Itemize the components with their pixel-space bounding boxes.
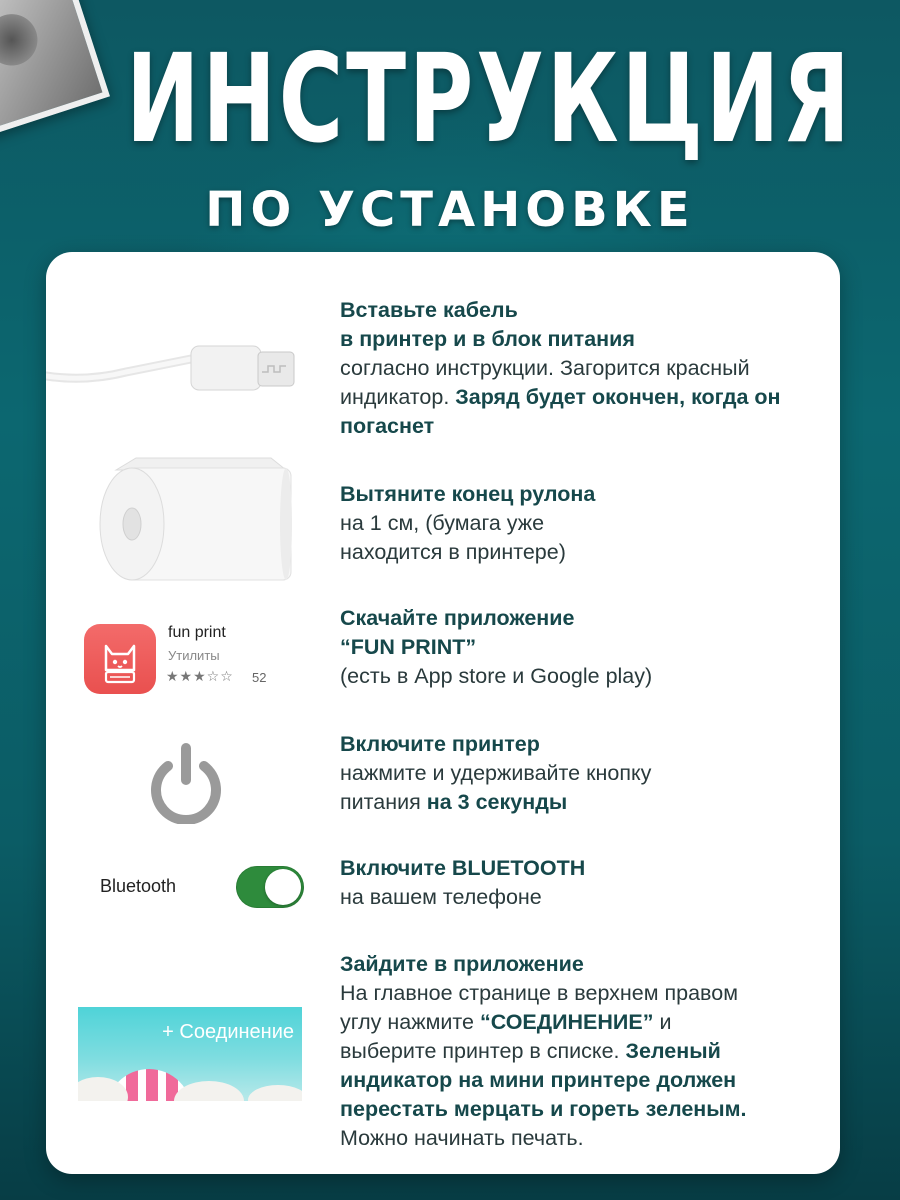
step-4-heading: Включите принтер [340,732,540,756]
step-4-body [340,759,680,817]
step-4-body-emphasis: на 3 секунды [426,790,568,814]
page-subtitle: ПО УСТАНОВКЕ [205,182,695,238]
step-3 [340,604,820,691]
step-5 [340,854,820,912]
step-6-body-emphasis-2: Зеленый индикатор на мини принтере должен перестать мерцать и гореть зеленым. [340,1039,747,1121]
page-title: ИНСТРУКЦИЯ [126,28,853,170]
step-2-body: на 1 см, (бумага уже находится в принтере) [340,511,566,564]
app-star-rating: ★★★☆☆ [166,668,234,684]
power-icon [146,740,226,824]
step-1-heading: Вставьте кабель [340,298,518,322]
step-6-body [340,979,770,1153]
step-6 [340,950,770,1153]
step-3-heading-line2: “FUN PRINT” [340,635,477,659]
app-category: Утилиты [168,648,220,663]
paper-roll-icon [96,452,306,592]
app-connect-screenshot [78,1007,302,1101]
step-5-body: на вашем телефоне [340,885,542,909]
step-2-heading: Вытяните конец рулона [340,482,596,506]
cloud-icon [248,1085,302,1101]
bluetooth-toggle[interactable] [236,866,304,908]
app-name: fun print [168,624,226,641]
step-2 [340,480,640,567]
step-1-body-text: согласно инструкции. Загорится красный индикатор. [340,356,750,409]
step-6-body-emphasis: “СОЕДИНЕНИЕ” [479,1010,654,1034]
step-1 [340,296,820,441]
app-rating-count: 52 [252,670,267,685]
step-6-body-text: На главное странице в верхнем правом углу нажмите [340,981,738,1034]
step-4-body-text: нажмите и удерживайте кнопку питания [340,761,652,814]
bluetooth-label: Bluetooth [100,876,177,896]
toggle-knob [265,869,301,905]
step-4 [340,730,680,817]
step-6-heading: Зайдите в приложение [340,952,584,976]
corner-photo-decoration [0,0,110,136]
step-1-body [340,354,820,441]
step-3-heading: Скачайте приложение [340,606,575,630]
usb-cable-icon [46,332,306,402]
step-6-body-text-3: Можно начинать печать. [340,1126,584,1150]
step-5-heading: Включите BLUETOOTH [340,856,586,880]
cat-app-icon[interactable] [84,624,156,694]
cloud-icon [174,1081,244,1101]
instruction-card [46,252,840,1174]
step-1-body-emphasis: Заряд будет окончен, когда он погаснет [340,385,781,438]
connect-button[interactable]: + Соединение [162,1021,294,1043]
step-1-heading-line2: в принтер и в блок питания [340,327,635,351]
step-3-body: (есть в App store и Google play) [340,664,653,688]
step-6-body-text-2: и выберите принтер в списке. [340,1010,672,1063]
